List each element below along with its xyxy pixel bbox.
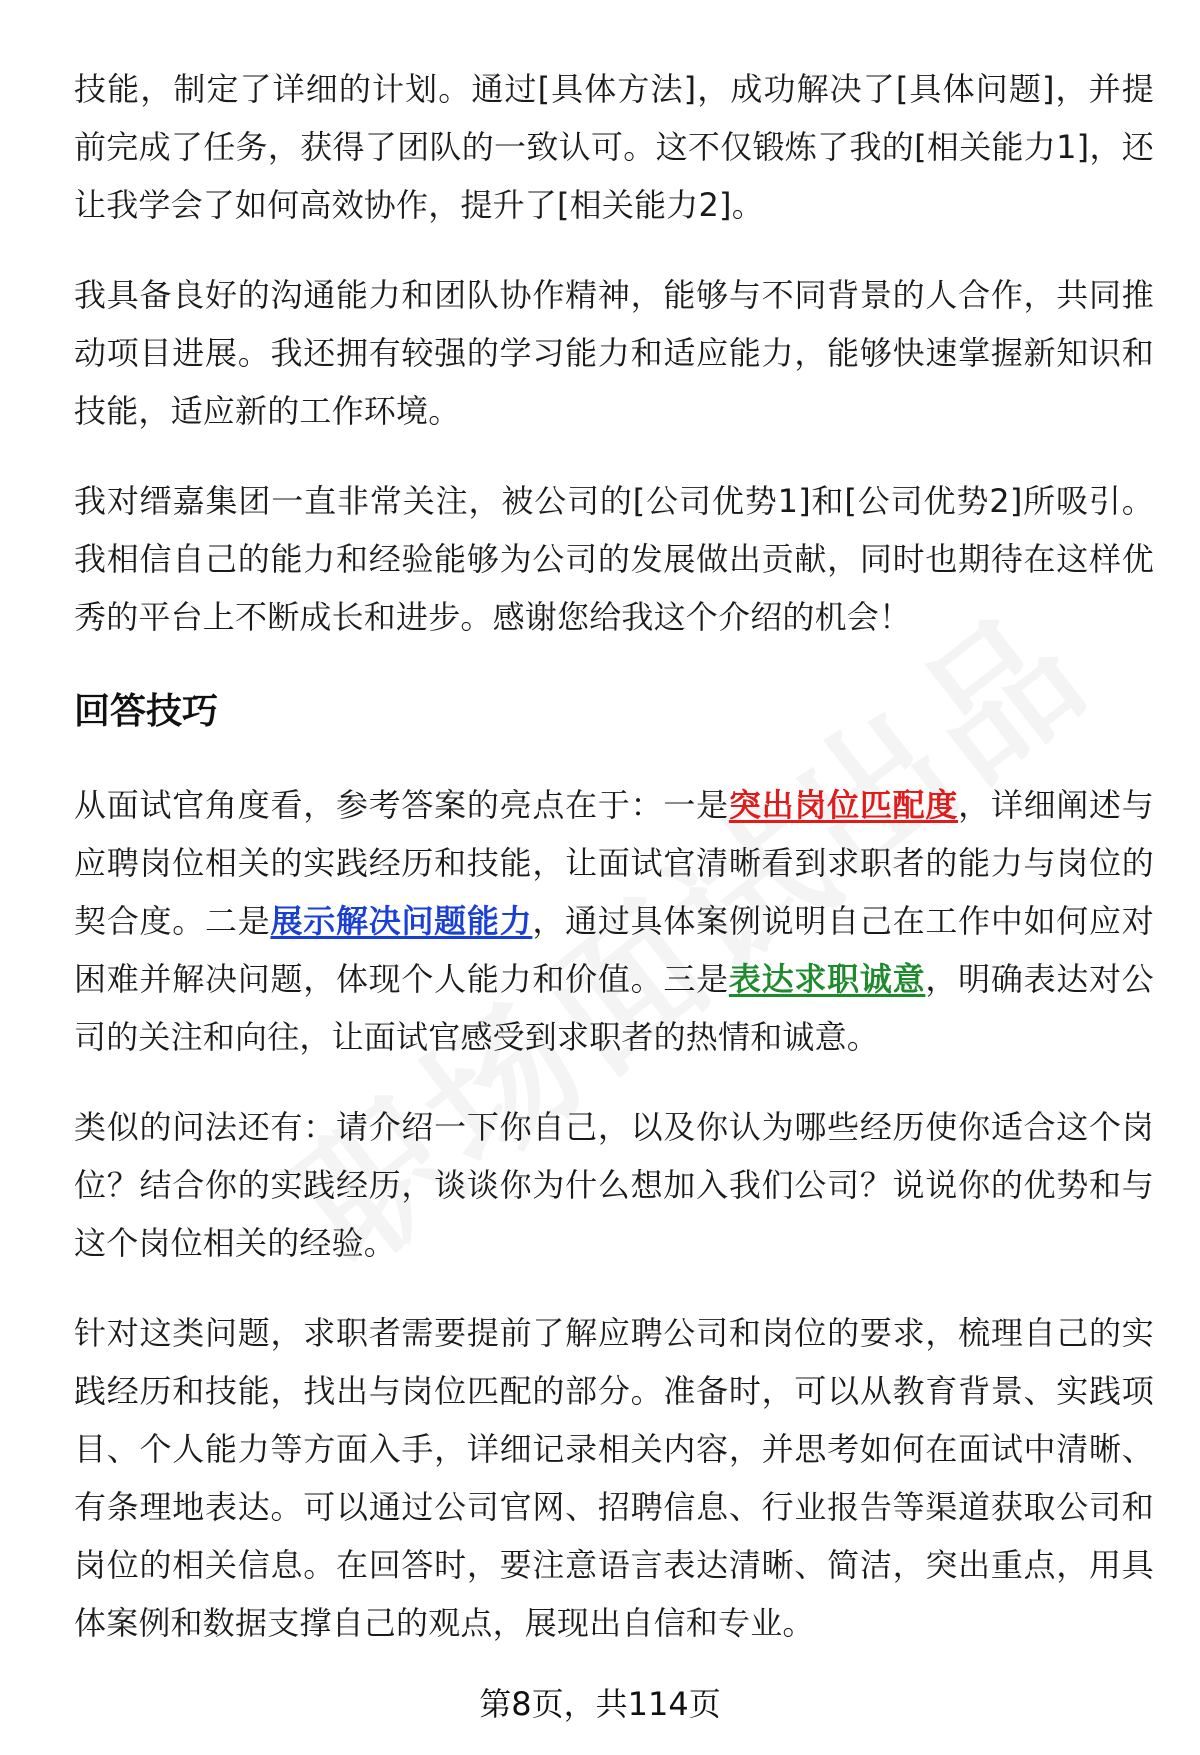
answer-paragraph-1: 技能，制定了详细的计划。通过[具体方法]，成功解决了[具体问题]，并提前完成了任务，获得了团队的一致认可。这不仅锻炼了我的[相关能力1]，还让我学会了如何高效协作，提升了[相关能力2]。 xyxy=(74,70,1154,224)
answer-paragraph-2: 我具备良好的沟通能力和团队协作精神，能够与不同背景的人合作，共同推动项目进展。我还拥有较强的学习能力和适应能力，能够快速掌握新知识和技能，适应新的工作环境。 xyxy=(74,276,1154,430)
tips-text-3: ，通过具体案例说明自己在工作中如何应对困难并解决问题，体现个人能力和价值。三是 xyxy=(74,902,1154,998)
tips-text-2: ，详细阐述与应聘岗位相关的实践经历和技能，让面试官清晰看到求职者的能力与岗位的契合度。二是 xyxy=(74,786,1154,940)
highlight-sincerity: 表达求职诚意 xyxy=(728,960,926,998)
similar-questions-paragraph: 类似的问法还有：请介绍一下你自己，以及你认为哪些经历使你适合这个岗位？结合你的实践经历，谈谈你为什么想加入我们公司？说说你的优势和与这个岗位相关的经验。 xyxy=(74,1108,1154,1262)
highlight-job-match: 突出岗位匹配度 xyxy=(728,786,959,824)
highlight-problem-solving: 展示解决问题能力 xyxy=(270,902,533,940)
section-heading: 回答技巧 xyxy=(74,691,219,732)
advice-paragraph: 针对这类问题，求职者需要提前了解应聘公司和岗位的要求，梳理自己的实践经历和技能，找出与岗位匹配的部分。准备时，可以从教育背景、实践项目、个人能力等方面入手，详细记录相关内容，并思考如何在面试中清晰、有条理地表达。可以通过公司官网、招聘信息、行业报告等渠道获取公司和岗位的相关信息。在回答时，要注意语言表达清晰、简洁，突出重点，用具体案例和数据支撑自己的观点，展现出自信和专业。 xyxy=(74,1314,1154,1642)
tips-paragraph xyxy=(74,776,1154,1066)
tips-text-1: 从面试官角度看，参考答案的亮点在于：一是 xyxy=(74,786,729,824)
tips-text-4: ，明确表达对公司的关注和向往，让面试官感受到求职者的热情和诚意。 xyxy=(74,960,1155,1056)
page-content xyxy=(74,60,1154,1684)
answer-paragraph-3: 我对缙嘉集团一直非常关注，被公司的[公司优势1]和[公司优势2]所吸引。我相信自己的能力和经验能够为公司的发展做出贡献，同时也期待在这样优秀的平台上不断成长和进步。感谢您给我这个介绍的机会！ xyxy=(74,482,1154,636)
page-number: 第8页，共114页 xyxy=(479,1685,721,1723)
